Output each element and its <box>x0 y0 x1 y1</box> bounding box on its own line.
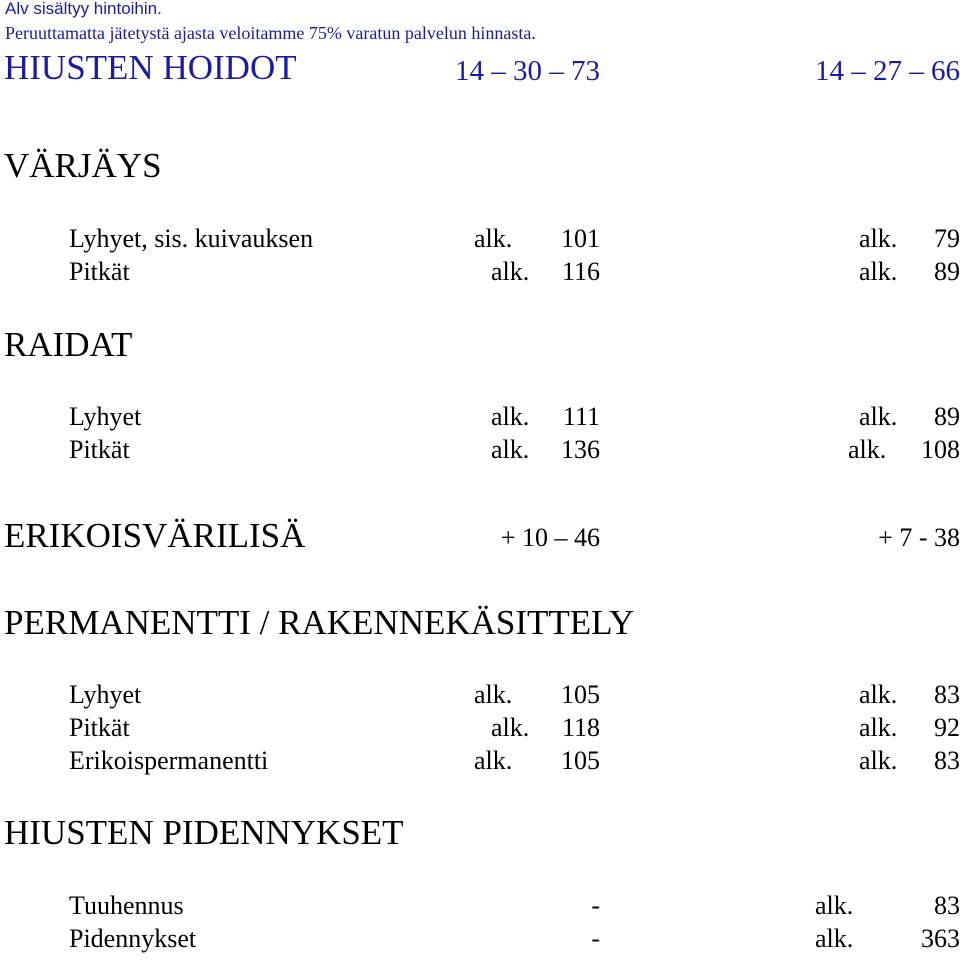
price-prefix-1: alk. <box>491 257 530 286</box>
section-title-varjays: VÄRJÄYS <box>4 146 162 185</box>
price-1: 101 <box>561 224 600 253</box>
price-2: 108 <box>921 435 960 464</box>
price-2: 363 <box>921 924 960 953</box>
service-label: Pidennykset <box>69 924 197 953</box>
cancellation-note: Peruuttamatta jätetystä ajasta veloitamme 75% varatun palvelun hinnasta. <box>5 23 536 43</box>
price-row <box>0 748 960 782</box>
price-row <box>0 404 960 438</box>
price-prefix-2: alk. <box>859 402 898 431</box>
price-2: 83 <box>934 680 960 709</box>
phone-number-1: 14 – 30 – 73 <box>455 55 600 87</box>
price-1: - <box>591 924 600 953</box>
price-2: 83 <box>934 891 960 920</box>
price-row <box>0 259 960 293</box>
price-prefix-2: alk. <box>859 224 898 253</box>
service-label: Tuuhennus <box>69 891 184 920</box>
price-prefix-2: alk. <box>815 924 854 953</box>
price-1: 105 <box>561 746 600 775</box>
price-range-1: + 10 – 46 <box>500 523 600 552</box>
price-row <box>0 437 960 471</box>
page-title: HIUSTEN HOIDOT <box>4 48 297 87</box>
price-range-2: + 7 - 38 <box>878 523 960 552</box>
service-label: Erikoispermanentti <box>69 746 269 775</box>
price-prefix-1: alk. <box>491 435 530 464</box>
price-prefix-1: alk. <box>491 713 530 742</box>
price-prefix-1: alk. <box>474 680 513 709</box>
price-prefix-2: alk. <box>815 891 854 920</box>
price-row <box>0 682 960 716</box>
price-2: 79 <box>934 224 960 253</box>
section-title-pidennykset: HIUSTEN PIDENNYKSET <box>4 813 404 852</box>
price-2: 83 <box>934 746 960 775</box>
price-prefix-1: alk. <box>474 746 513 775</box>
price-1: 105 <box>561 680 600 709</box>
section-title-raidat: RAIDAT <box>4 325 133 364</box>
vat-note: Alv sisältyy hintoihin. <box>5 0 162 18</box>
section-title-permanentti: PERMANENTTI / RAKENNEKÄSITTELY <box>4 603 635 642</box>
service-label: Pitkät <box>69 713 130 742</box>
price-1: - <box>591 891 600 920</box>
service-label: Pitkät <box>69 257 130 286</box>
price-2: 89 <box>934 402 960 431</box>
price-1: 116 <box>561 257 600 286</box>
price-row <box>0 715 960 749</box>
phone-number-2: 14 – 27 – 66 <box>815 55 960 87</box>
price-1: 111 <box>562 402 600 431</box>
price-prefix-2: alk. <box>859 257 898 286</box>
price-row <box>0 893 960 927</box>
price-1: 118 <box>561 713 600 742</box>
service-label: Lyhyet <box>69 402 142 431</box>
price-prefix-1: alk. <box>474 224 513 253</box>
price-prefix-2: alk. <box>859 746 898 775</box>
price-1: 136 <box>561 435 600 464</box>
service-label: Pitkät <box>69 435 130 464</box>
price-row <box>0 226 960 260</box>
price-prefix-2: alk. <box>859 680 898 709</box>
price-prefix-1: alk. <box>491 402 530 431</box>
price-2: 92 <box>934 713 960 742</box>
service-label: Lyhyet, sis. kuivauksen <box>69 224 314 253</box>
service-label: Lyhyet <box>69 680 142 709</box>
price-prefix-2: alk. <box>859 713 898 742</box>
price-2: 89 <box>934 257 960 286</box>
section-title-erikoisvarilisa: ERIKOISVÄRILISÄ <box>4 516 306 555</box>
price-prefix-2: alk. <box>848 435 887 464</box>
